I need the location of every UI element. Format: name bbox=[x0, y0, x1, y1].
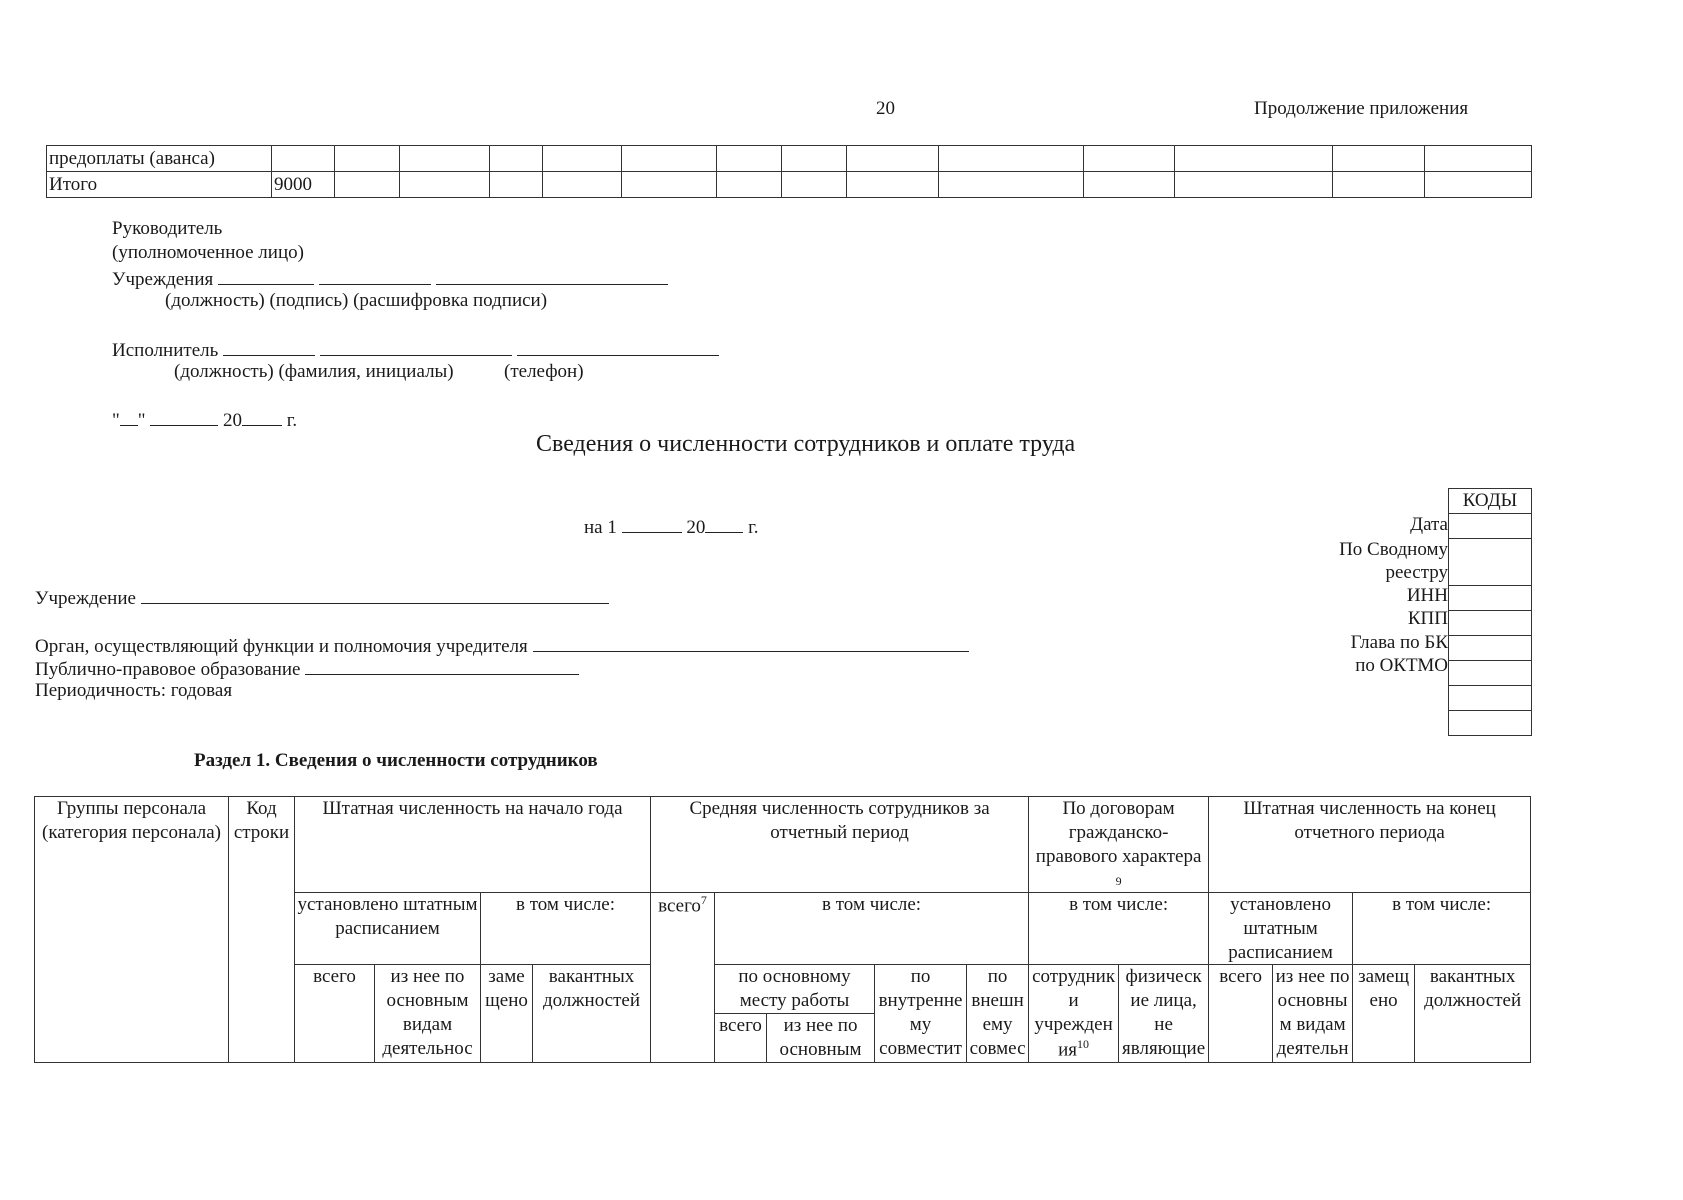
executor-line bbox=[112, 337, 719, 363]
header-main-place-total: всего bbox=[715, 1013, 767, 1062]
header-vacant: вакантных должностей bbox=[533, 965, 651, 1062]
header-main-place: по основному месту работы bbox=[715, 965, 875, 1014]
public-entity-field: Публично-правовое образование bbox=[35, 656, 579, 682]
header-internal: по внутренне му совместит bbox=[875, 965, 967, 1062]
header-end-vacant: вакантных должностей bbox=[1415, 965, 1531, 1062]
header-total: всего bbox=[295, 965, 375, 1062]
header-total-7: всего$^7$ bbox=[651, 893, 715, 1063]
header-end-incl: в том числе: bbox=[1353, 893, 1531, 965]
executor-position-line bbox=[223, 337, 315, 356]
header-end-total: всего bbox=[1209, 965, 1273, 1062]
institution-line bbox=[141, 585, 609, 604]
header-replaced: заме щено bbox=[481, 965, 533, 1062]
position-line bbox=[218, 266, 314, 285]
head-title: Руководитель bbox=[112, 218, 223, 239]
header-main-place-main: из нее по основным bbox=[767, 1013, 875, 1062]
row-label: Итого bbox=[47, 172, 272, 198]
table-row bbox=[47, 172, 1532, 198]
code-cell-kpp[interactable] bbox=[1449, 611, 1532, 636]
signature-line bbox=[319, 266, 431, 285]
header-set-by-schedule: установлено штатным расписанием bbox=[295, 893, 481, 965]
page-number: 20 bbox=[876, 98, 895, 119]
code-cell-extra-2[interactable] bbox=[1449, 711, 1532, 736]
codes-labels bbox=[1250, 512, 1448, 678]
executor-phone-caption: (телефон) bbox=[504, 361, 584, 382]
code-cell-oktmo[interactable] bbox=[1449, 661, 1532, 686]
founder-field: Орган, осуществляющий функции и полномочия учредителя bbox=[35, 633, 969, 659]
code-cell-date[interactable] bbox=[1449, 514, 1532, 539]
code-label-registry-1: По Сводному bbox=[1339, 538, 1448, 560]
continuation-table bbox=[46, 145, 1532, 198]
header-civil-incl: в том числе: bbox=[1029, 893, 1209, 965]
codes-header: КОДЫ bbox=[1449, 489, 1532, 514]
section1-title: Раздел 1. Сведения о численности сотрудников bbox=[194, 750, 598, 771]
header-staff-start: Штатная численность на начало года bbox=[295, 797, 651, 893]
form-date: на 1 20 г. bbox=[584, 514, 759, 540]
header-avg: Средняя численность сотрудников за отчетный период bbox=[651, 797, 1029, 893]
public-entity-line bbox=[305, 656, 579, 675]
table-row bbox=[47, 146, 1532, 172]
code-label-inn: ИНН bbox=[1406, 584, 1448, 606]
header-end-main: из нее по основны м видам деятельн bbox=[1273, 965, 1353, 1062]
header-group: Группы персонала (категория персонала) bbox=[35, 797, 229, 1063]
executor-phone-line bbox=[517, 337, 719, 356]
header-staff-end: Штатная численность на конец отчетного периода bbox=[1209, 797, 1531, 893]
executor-name-line bbox=[320, 337, 512, 356]
codes-table bbox=[1448, 488, 1532, 736]
periodicity: Периодичность: годовая bbox=[35, 680, 233, 701]
header-incl: в том числе: bbox=[481, 893, 651, 965]
header-main-activity: из нее по основным видам деятельнос bbox=[375, 965, 481, 1062]
code-cell-extra-1[interactable] bbox=[1449, 686, 1532, 711]
founder-line bbox=[533, 633, 969, 652]
code-label-registry-2: реестру bbox=[1385, 561, 1448, 583]
institution-field: Учреждение bbox=[35, 585, 609, 611]
row-value: 9000 bbox=[272, 172, 335, 198]
header-external: по внешн ему совмес bbox=[967, 965, 1029, 1062]
code-label-date: Дата bbox=[1410, 514, 1448, 535]
code-cell-bk[interactable] bbox=[1449, 636, 1532, 661]
executor-caption: (должность) (фамилия, инициалы) bbox=[174, 361, 454, 382]
header-civil: По договорам гражданско-правового характера 9 bbox=[1029, 797, 1209, 893]
row-label: предоплаты (аванса) bbox=[47, 146, 272, 172]
header-end-replaced: замещ ено bbox=[1353, 965, 1415, 1062]
header-individuals: физическ ие лица, не являющие bbox=[1119, 965, 1209, 1062]
header-avg-incl: в том числе: bbox=[715, 893, 1029, 965]
header-employees: сотрудник и учрежден $ия^{10}$ bbox=[1029, 965, 1119, 1062]
section1-table bbox=[34, 796, 1531, 1063]
row-value bbox=[272, 146, 335, 172]
code-label-bk: Глава по БК bbox=[1350, 631, 1448, 653]
code-label-kpp: КПП bbox=[1407, 607, 1448, 629]
form-title: Сведения о численности сотрудников и оплате труда bbox=[536, 431, 1076, 457]
code-label-oktmo: по ОКТМО bbox=[1355, 654, 1448, 676]
code-cell-registry[interactable] bbox=[1449, 539, 1532, 586]
decoding-line bbox=[436, 266, 668, 285]
head-subtitle: (уполномоченное лицо) bbox=[112, 242, 304, 263]
signature-date: " " 20 г. bbox=[112, 407, 297, 433]
header-code: Код строки bbox=[229, 797, 295, 1063]
head-caption: (должность) (подпись) (расшифровка подписи) bbox=[165, 290, 548, 311]
executor-label: Исполнитель bbox=[112, 340, 219, 361]
head-institution-label: Учреждения bbox=[112, 269, 214, 290]
header-end-set-by-schedule: установлено штатным расписанием bbox=[1209, 893, 1353, 965]
code-cell-inn[interactable] bbox=[1449, 586, 1532, 611]
head-signature-line bbox=[112, 266, 668, 292]
continuation-note: Продолжение приложения bbox=[1254, 98, 1469, 119]
